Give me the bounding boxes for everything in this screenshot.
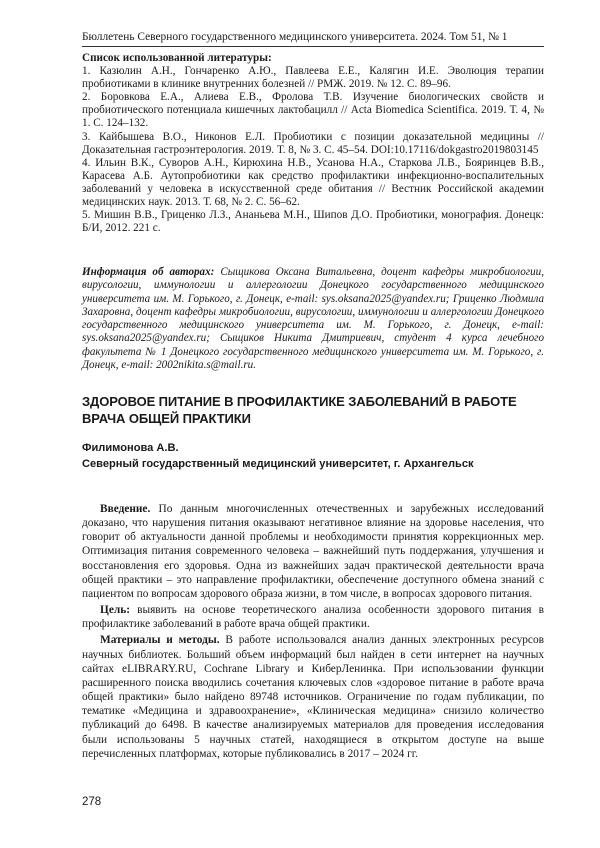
running-head: Бюллетень Северного государственного медицинского университета. 2024. Том 51, № 1 xyxy=(82,30,544,47)
page-number: 278 xyxy=(82,796,102,808)
introduction-text: По данным многочисленных отечественных и зарубежных исследований доказано, что нарушения питания оказывают негативное влияние на здоровье населения, что говорит об актуальности данной проблемы и необходимости принятия коррекционных мер. Оптимизация питания современного человека – важнейший путь поддержания, улучшения и восстановления его здоровья. Одна из важнейших задач практической деятельности врача общей практики – это направление профилактики, обеспечение доступного обмена знаний с пациентом по вопросам здорового образа жизни, в том числе, в вопросах здорового питания. xyxy=(82,503,544,600)
goal-paragraph xyxy=(82,603,544,631)
goal-heading: Цель: xyxy=(100,604,130,617)
author-affiliation: Северный государственный медицинский университет, г. Архангельск xyxy=(82,457,474,470)
reference-item: 1. Казюлин А.Н., Гончаренко А.Ю., Павлеева Е.Е., Калягин И.Е. Эволюция терапии пробиотиками в клинике внутренних болезней // РМЖ. 2019. № 12. С. 89–96. xyxy=(82,65,544,91)
article-title: ЗДОРОВОЕ ПИТАНИЕ В ПРОФИЛАКТИКЕ ЗАБОЛЕВАНИЙ В РАБОТЕ ВРАЧА ОБЩЕЙ ПРАКТИКИ xyxy=(82,394,517,426)
references-heading: Список использованной литературы: xyxy=(82,52,272,64)
authors-information xyxy=(82,266,544,372)
article-byline xyxy=(82,441,544,472)
reference-item: 4. Ильин В.К., Суворов А.Н., Кирюхина Н.В., Усанова Н.А., Старкова Л.В., Бояринцев В.В., Карасева А.Б. Аутопробиотики как средство профилактики инфекционно-воспалительных заболеваний у человека в искусственной среде обитания // Вестник Российской академии медицинских наук. 2013. Т. 68, № 2. С. 56–62. xyxy=(82,156,544,209)
introduction-paragraph xyxy=(82,502,544,601)
reference-list xyxy=(82,52,544,235)
introduction-heading: Введение. xyxy=(100,503,151,515)
methods-text: В работе использовался анализ данных электронных ресурсов научных библиотек. Больший объем информаций был найден в сети интернет на научных сайтах eLIBRARY.RU, Cochrane Library и КиберЛенинка. При использовании функции расширенного поиска вводились сочетания ключевых слов «здоровое питание в работе врача общей практики» было найдено 89748 источников. Ограничение по годам публикации, по тематике «Медицина и здравоохранение», «Клиническая медицина» снизило количество публикаций до 6498. В качестве анализируемых материалов для проведения исследования были использованы 5 научных статей, находящиеся в открытом доступе на выше перечисленных платформах, которые публиковались в 2017 – 2024 гг. xyxy=(82,634,544,760)
author-name: Филимонова А.В. xyxy=(82,442,179,454)
goal-text: выявить на основе теоретического анализа особенности здорового питания в профилактике заболеваний в работе врача общей практики. xyxy=(82,604,544,631)
reference-item: 2. Боровкова Е.А., Алиева Е.В., Фролова Т.В. Изучение биологических свойств и пробиотического потенциала кишечных лактобацилл // Acta Biomedica Scientifica. 2019. Т. 4, № 1. С. 124–132. xyxy=(82,91,544,130)
authors-information-text: Сыщикова Оксана Витальевна, доцент кафедры микробиологии, вирусологии, иммунологии и аллергологии Донецкого государственного медицинского университета им. М. Горького, г. Донецк, e-mail: sys.oksana2025@yandex.ru; Гриценко Людмила Захаровна, доцент кафедры микробиологии, вирусологии, иммунологии и аллергологии Донецкого государственного медицинского университета им. М. Горького, г. Донецк, e-mail: sys.oksana2025@yandex.ru; Сыщиков Никита Дмитриевич, студент 4 курса лечебного факультета № 1 Донецкого государственного медицинского университета им. М. Горького, г. Донецк, e-mail: 2002nikita.s@mail.ru. xyxy=(82,266,544,372)
methods-paragraph xyxy=(82,633,544,760)
reference-item: 3. Кайбышева В.О., Никонов Е.Л. Пробиотики с позиции доказательной медицины // Доказательная гастроэнтерология. 2019. Т. 8, № 3. С. 45–54. DOI:10.17116/dokgastro2019803145 xyxy=(82,130,544,156)
article-body xyxy=(82,502,544,763)
methods-heading: Материалы и методы. xyxy=(100,634,220,647)
reference-item: 5. Мишин В.В., Гриценко Л.З., Ананьева М.Н., Шипов Д.О. Пробиотики, монография. Донецк: Б/И, 2012. 221 с. xyxy=(82,209,544,235)
authors-information-label: Информация об авторах: xyxy=(82,266,215,278)
